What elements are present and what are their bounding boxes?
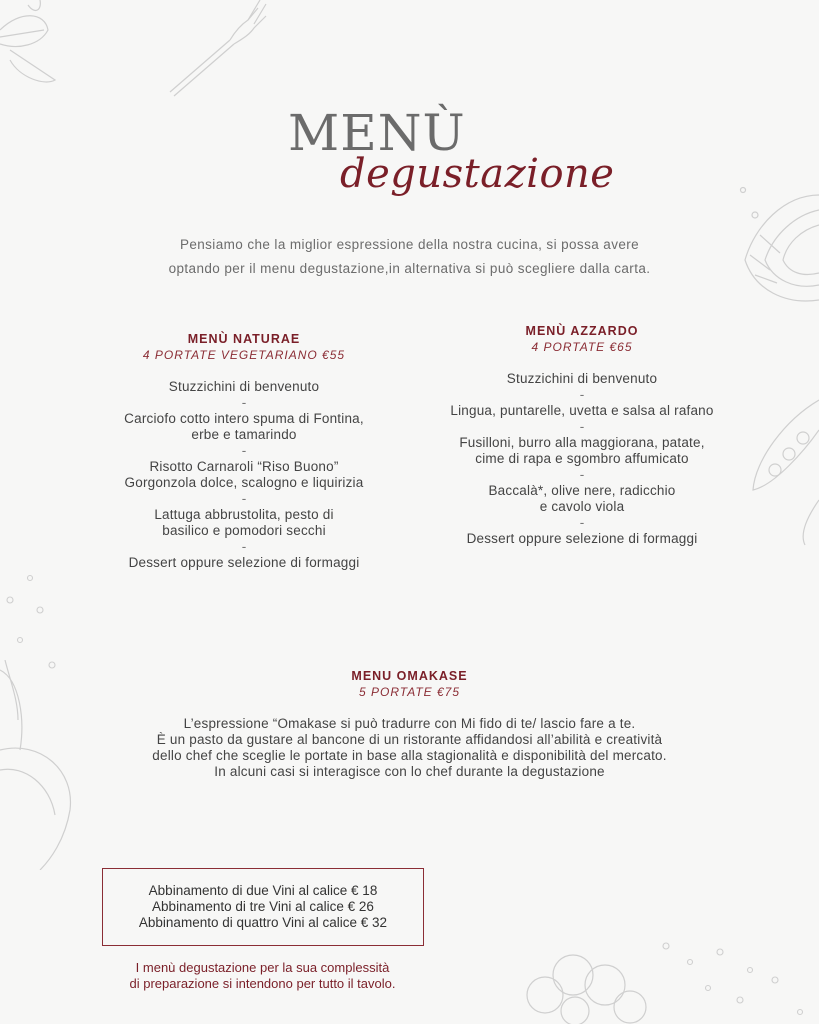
dish-line: e cavolo viola <box>539 499 625 514</box>
menu-omakase <box>90 668 729 780</box>
dish-line: Fusilloni, burro alla maggiorana, patate, <box>459 435 705 450</box>
dish-line: Baccalà*, olive nere, radicchio <box>488 483 676 498</box>
wine-pairing-line: Abbinamento di due Vini al calice € 18 <box>148 883 378 898</box>
separator: - <box>579 515 585 530</box>
seed-dots-icon <box>0 560 60 680</box>
beetroot-icon <box>0 660 80 870</box>
dish-line: Stuzzichini di benvenuto <box>506 371 658 386</box>
menu-subtitle: 5 PORTATE €75 <box>358 685 461 699</box>
omakase-line: dello chef che sceglie le portate in base alla stagionalità e disponibilità del mercato. <box>152 748 667 763</box>
separator: - <box>579 387 585 402</box>
seed-dots-icon <box>660 940 819 1024</box>
basil-leaf-icon <box>0 0 70 90</box>
menu-subtitle: 4 PORTATE €65 <box>531 340 633 354</box>
table-note <box>90 960 435 992</box>
omakase-line: In alcuni casi si interagisce con lo chef durante la degustazione <box>214 764 605 779</box>
note-line: di preparazione si intendono per tutto il tavolo. <box>129 976 396 991</box>
separator: - <box>241 539 247 554</box>
separator: - <box>579 419 585 434</box>
page-title: MENÙ <box>288 104 466 162</box>
separator: - <box>241 491 247 506</box>
wine-pairing-line: Abbinamento di tre Vini al calice € 26 <box>152 899 374 914</box>
separator: - <box>241 443 247 458</box>
menu-subtitle: 4 PORTATE VEGETARIANO €55 <box>142 348 346 362</box>
dish-line: Lattuga abbrustolita, pesto di <box>154 507 334 522</box>
dish-line: basilico e pomodori secchi <box>162 523 326 538</box>
separator: - <box>241 395 247 410</box>
dish-line: Lingua, puntarelle, uvetta e salsa al rafano <box>450 403 714 418</box>
wine-pairing-box <box>102 868 424 946</box>
note-line: I menù degustazione per la sua complessità <box>135 960 390 975</box>
dish-line: Dessert oppure selezione di formaggi <box>466 531 698 546</box>
artichoke-icon <box>735 175 819 325</box>
dish-line: Dessert oppure selezione di formaggi <box>128 555 360 570</box>
intro-line: Pensiamo che la miglior espressione della nostra cucina, si possa avere <box>179 237 640 252</box>
dish-line: Carciofo cotto intero spuma di Fontina, <box>124 411 364 426</box>
intro-line: optando per il menu degustazione,in alternativa si può scegliere dalla carta. <box>168 261 651 276</box>
dish-line: cime di rapa e sgombro affumicato <box>475 451 689 466</box>
wine-pairing-line: Abbinamento di quattro Vini al calice € 32 <box>138 915 388 930</box>
omakase-line: È un pasto da gustare al bancone di un ristorante affidandosi all’abilità e creatività <box>156 732 663 747</box>
separator: - <box>579 467 585 482</box>
omakase-line: L’espressione “Omakase si può tradurre con Mi fido di te/ lascio fare a te. <box>183 716 636 731</box>
menu-naturae <box>80 331 408 571</box>
dish-line: Gorgonzola dolce, scalogno e liquirizia <box>124 475 364 490</box>
cauliflower-icon <box>515 945 655 1024</box>
menu-title: MENÙ NATURAE <box>187 332 301 346</box>
intro-text <box>100 233 719 281</box>
dish-line: erbe e tamarindo <box>191 427 297 442</box>
fork-icon <box>160 0 270 100</box>
dish-line: Stuzzichini di benvenuto <box>168 379 320 394</box>
pea-pod-icon <box>745 390 819 550</box>
menu-title: MENÙ AZZARDO <box>525 324 639 338</box>
page-subtitle: degustazione <box>340 151 615 197</box>
menu-azzardo <box>418 323 746 547</box>
dish-line: Risotto Carnaroli “Riso Buono” <box>149 459 339 474</box>
menu-title: MENU OMAKASE <box>351 669 468 683</box>
